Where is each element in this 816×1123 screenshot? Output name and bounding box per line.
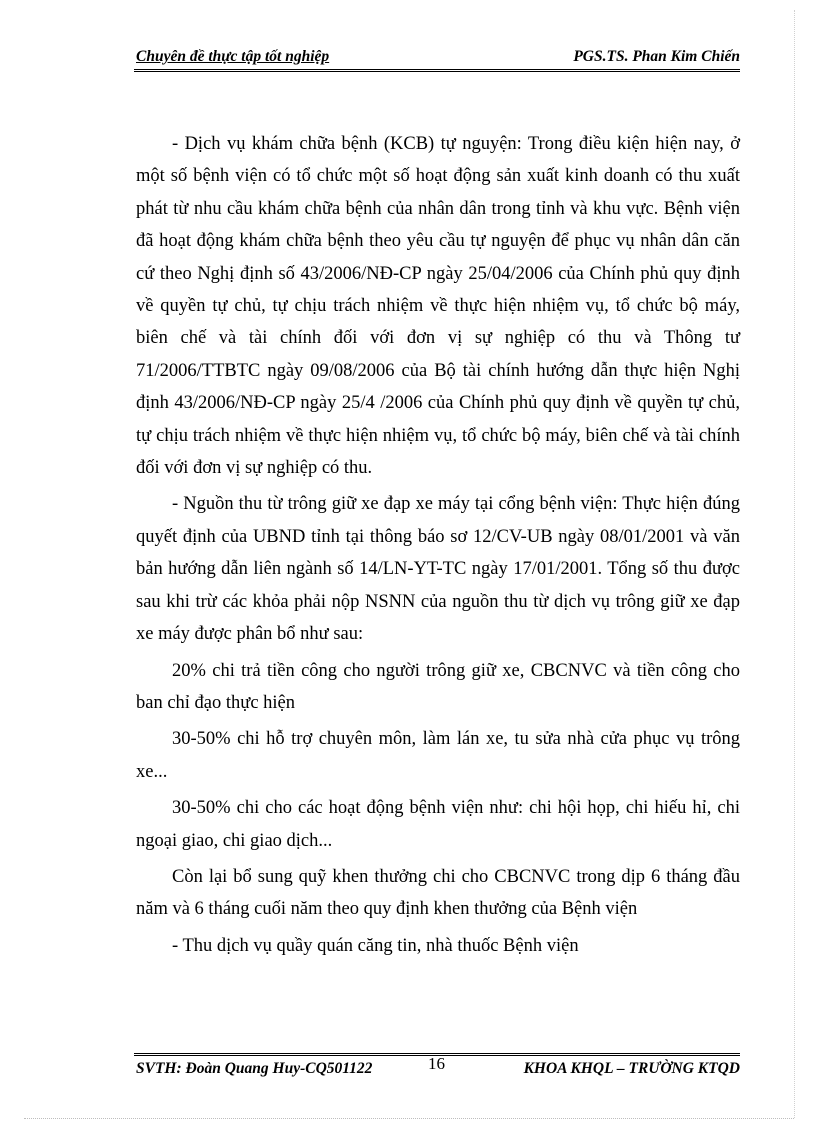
footer-student: SVTH: Đoàn Quang Huy-CQ501122 <box>136 1060 373 1077</box>
paragraph-allocation-30-50-support: 30-50% chi hỗ trợ chuyên môn, làm lán xe, tu sửa nhà cửa phục vụ trông xe... <box>136 729 740 782</box>
footer-faculty: KHOA KHQL – TRƯỜNG KTQD <box>523 1060 740 1077</box>
page-header <box>136 48 740 70</box>
paragraph-canteen-pharmacy: - Thu dịch vụ quầy quán căng tin, nhà thuốc Bệnh viện <box>172 935 579 956</box>
paragraph-kcb-service: - Dịch vụ khám chữa bệnh (KCB) tự nguyện: Trong điều kiện hiện nay, ở một số bệnh viện có tổ chức một số hoạt động sản xuất kinh doanh có thu xuất phát từ nhu cầu khám chữa bệnh của nhân dân trong tỉnh và khu vực. Bệnh viện đã hoạt động khám chữa bệnh theo yêu cầu tự nguyện để phục vụ nhân dân căn cứ theo Nghị định số 43/2006/NĐ-CP ngày 25/04/2006 của Chính phủ quy định về quyền tự chủ, tự chịu trách nhiệm về thực hiện nhiệm vụ, tổ chức bộ máy, biên chế và tài chính đối với đơn vị sự nghiệp có thu và Thông tư 71/2006/TTBTC ngày 09/08/2006 của Bộ tài chính hướng dẫn thực hiện Nghị định 43/2006/NĐ-CP ngày 25/4 /2006 của Chính phủ quy định về quyền tự chủ, tự chịu trách nhiệm về thực hiện nhiệm vụ, tổ chức bộ máy, biên chế và tài chính đối với đơn vị sự nghiệp có thu. <box>136 134 740 479</box>
header-supervisor: PGS.TS. Phan Kim Chiến <box>573 48 740 65</box>
page-edge-bottom <box>24 1118 794 1119</box>
header-document-title: Chuyên đề thực tập tốt nghiệp <box>136 48 330 65</box>
page-edge-right <box>794 10 795 1118</box>
page-number: 16 <box>428 1054 445 1073</box>
paragraph-remainder-bonus: Còn lại bổ sung quỹ khen thưởng chi cho CBCNVC trong dịp 6 tháng đầu năm và 6 tháng cuối năm theo quy định khen thưởng của Bệnh viện <box>136 866 740 920</box>
header-rule <box>134 69 740 72</box>
body-text <box>136 128 740 966</box>
paragraph-allocation-20: 20% chi trả tiền công cho người trông giữ xe, CBCNVC và tiền công cho ban chỉ đạo thực hiện <box>136 660 740 713</box>
paragraph-allocation-30-50-activities: 30-50% chi cho các hoạt động bệnh viện như: chi hội họp, chi hiếu hỉ, chi ngoại giao, chi giao dịch... <box>136 798 740 851</box>
paragraph-parking-revenue: - Nguồn thu từ trông giữ xe đạp xe máy tại cổng bệnh viện: Thực hiện đúng quyết định của UBND tỉnh tại thông báo sơ 12/CV-UB ngày 08/01/2001 và văn bản hướng dẫn liên ngành số 14/LN-YT-TC ngày 17/01/2001. Tổng số thu được sau khi trừ các khỏa phải nộp NSNN của nguồn thu từ dịch vụ trông giữ xe đạp xe máy được phân bổ như sau: <box>136 494 740 645</box>
page-footer <box>136 1054 740 1082</box>
